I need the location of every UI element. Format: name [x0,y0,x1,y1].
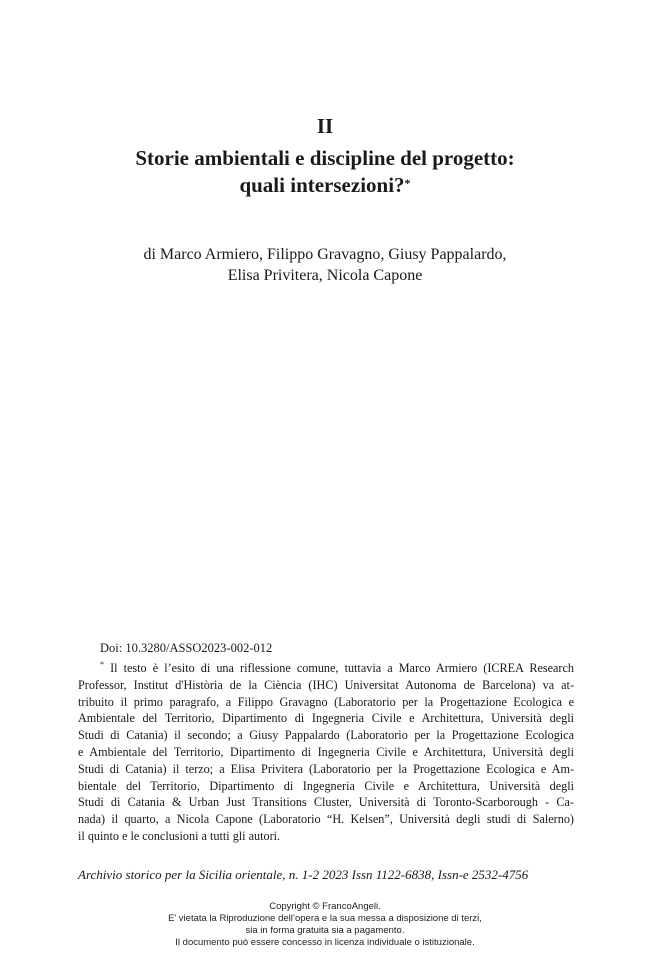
footnote [78,657,574,845]
journal-citation: Archivio storico per la Sicilia orientale, n. 1-2 2023 Issn 1122-6838, Issn-e 2532-4756 [78,867,529,882]
authors-line-1: di Marco Armiero, Filippo Gravagno, Giusy Pappalardo, [143,246,507,263]
footnote-line: il quinto e le conclusioni a tutti gli autori. [78,829,281,844]
footnote-line: tribuito il primo paragrafo, a Filippo Gravagno (Laboratorio per la Progettazione Ecologica e [78,694,574,709]
copyright-line-2: E’ vietata la Riproduzione dell’opera e la sua messa a disposizione di terzi, [168,913,482,924]
chapter-title-line-1: Storie ambientali e discipline del progetto: [135,146,515,170]
doi-line: Doi: 10.3280/ASSO2023-002-012 [100,641,273,655]
footnote-line: Studi di Catania) il secondo; a Giusy Pappalardo (Laboratorio per la Progettazione Ecologica [78,728,574,743]
chapter-title-line-2 [0,172,650,199]
authors-byline [0,244,650,286]
footnote-line: Professor, Institut d'Història de la Ciència (IHC) Universitat Autonoma de Barcelona) va at- [78,677,574,692]
footnote-line: Studi di Catania) il terzo; a Elisa Privitera (Laboratorio per la Progettazione Ecologica e Am- [78,761,574,776]
authors-line-2: Elisa Privitera, Nicola Capone [227,267,423,284]
footnote-line: Studi di Catania & Urban Just Transitions Cluster, Università di Toronto-Scarborough - Ca- [78,795,574,810]
footnote-line: e Ambientale del Territorio, Dipartimento di Ingegneria Civile e Architettura, Università degli [78,745,574,760]
footnote-line: bientale del Territorio, Dipartimento di Ingegneria Civile e Architettura, Università degli [78,778,574,793]
footnote-line: * Il testo è l’esito di una riflessione comune, tuttavia a Marco Armiero (ICREA Research [100,660,574,676]
copyright-line-3: sia in forma gratuita sia a pagamento. [245,925,405,936]
chapter-title-line-2-text: quali intersezioni? [239,173,405,197]
copyright-notice [0,901,650,949]
footnote-marker: * [404,176,411,190]
chapter-number: II [316,114,334,138]
footnote-line: Ambientale del Territorio, Dipartimento di Ingegneria Civile e Architettura, Università degli [78,711,574,726]
footnote-marker-ref: * [100,660,104,669]
chapter-title [0,145,650,199]
copyright-line-1: Copyright © FrancoAngeli. [269,901,381,912]
footnote-line: nada) il quarto, a Nicola Capone (Laboratorio “H. Kelsen”, Università degli studi di Salerno) [78,812,574,827]
copyright-line-4: Il documento può essere concesso in licenza individuale o istituzionale. [175,937,475,948]
